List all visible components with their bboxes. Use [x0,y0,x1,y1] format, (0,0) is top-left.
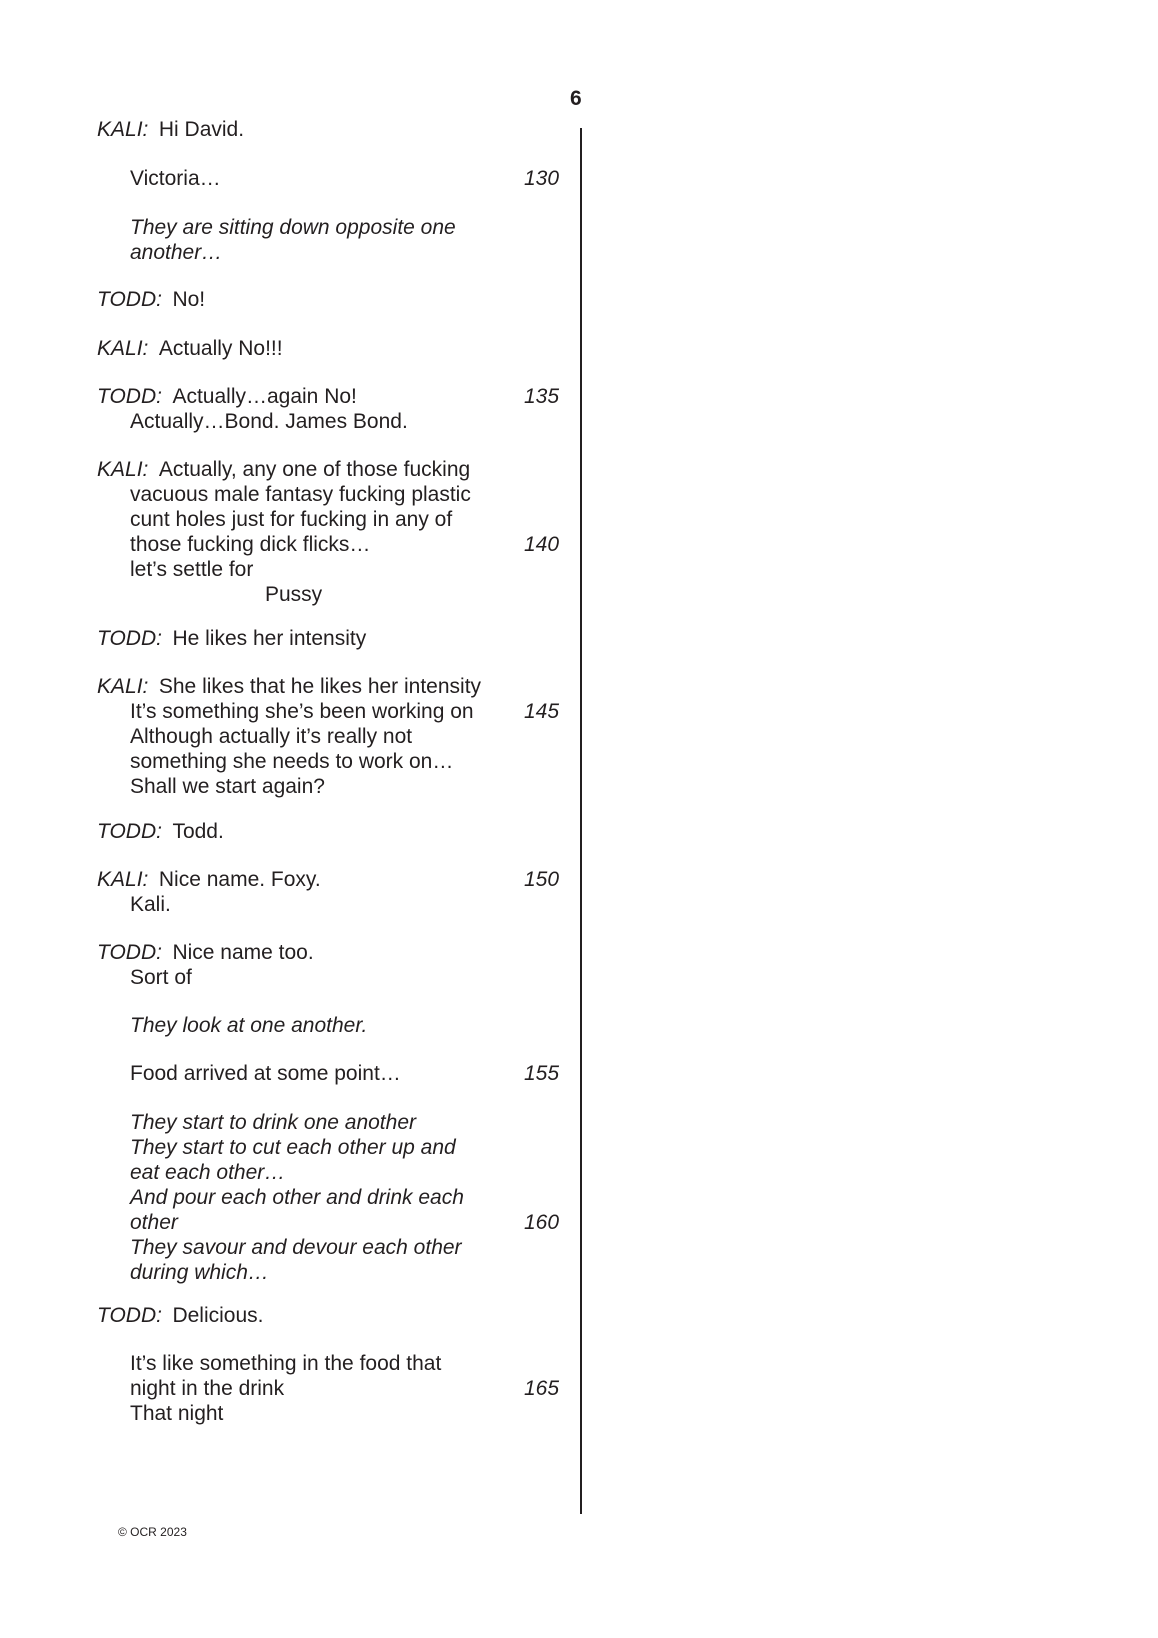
line-text: No! [172,288,206,311]
line-text: Although actually it’s really not [130,725,413,748]
stage-direction-line [97,1185,587,1210]
dialogue-line [97,724,587,749]
dialogue-line [97,774,587,799]
stage-direction-line [97,1235,587,1260]
dialogue-line [97,582,587,607]
line-text: They look at one another. [130,1014,368,1037]
line-text: Pussy [265,583,323,606]
dialogue-line [97,507,587,532]
line-number: 160 [524,1211,560,1234]
speaker-name: TODD: [97,820,162,843]
script-block [97,1061,587,1086]
stage-direction-line [97,1210,587,1235]
copyright-notice: © OCR 2023 [118,1525,187,1539]
dialogue-line [97,336,587,361]
line-text: cunt holes just for fucking in any of [130,508,453,531]
script-block [97,1110,587,1285]
speaker-name: TODD: [97,288,162,311]
script-block [97,384,587,434]
speaker-name: KALI: [97,675,149,698]
script-block [97,626,587,651]
line-text: It’s like something in the food that [130,1352,442,1375]
speaker-name: TODD: [97,385,162,408]
dialogue-line [97,674,587,699]
speaker-name: KALI: [97,118,149,141]
dialogue-line [97,1303,587,1328]
line-text: eat each other… [130,1161,286,1184]
speaker-name: KALI: [97,868,149,891]
speaker-name: TODD: [97,1304,162,1327]
line-text: Sort of [130,966,192,989]
dialogue-line [97,532,587,557]
dialogue-line [97,892,587,917]
script-block [97,1303,587,1328]
stage-direction-line [97,1160,587,1185]
line-text: Kali. [130,893,171,916]
dialogue-line [97,965,587,990]
line-number: 140 [524,533,560,556]
line-text: And pour each other and drink each [130,1186,464,1209]
script-block [97,457,587,607]
line-text: She likes that he likes her intensity [158,675,482,698]
dialogue-line [97,409,587,434]
dialogue-line [97,482,587,507]
dialogue-line [97,166,587,191]
speaker-name: TODD: [97,941,162,964]
stage-direction-line [97,1135,587,1160]
line-number: 145 [524,700,560,723]
line-text: Food arrived at some point… [130,1062,401,1085]
line-text: Actually…Bond. James Bond. [130,410,408,433]
line-text: night in the drink [130,1377,285,1400]
line-text: those fucking dick flicks… [130,533,371,556]
dialogue-line [97,626,587,651]
line-text: Actually No!!! [158,337,283,360]
line-text: Shall we start again? [130,775,325,798]
line-text: Todd. [172,820,224,843]
line-number: 150 [524,868,560,891]
speaker-name: KALI: [97,458,149,481]
line-text: other [130,1211,178,1234]
script-block [97,1013,587,1038]
page-number: 6 [570,87,582,110]
line-text: Nice name too. [172,941,314,964]
dialogue-line [97,1376,587,1401]
line-text: something she needs to work on… [130,750,454,773]
script-block [97,940,587,990]
dialogue-line [97,940,587,965]
line-text: Nice name. Foxy. [158,868,321,891]
dialogue-line [97,1351,587,1376]
script-block [97,674,587,799]
dialogue-line [97,117,587,142]
dialogue-line [97,819,587,844]
speaker-name: KALI: [97,337,149,360]
dialogue-line [97,1061,587,1086]
line-text: Victoria… [130,167,221,190]
stage-direction-line [97,1260,587,1285]
dialogue-line [97,287,587,312]
line-text: They start to drink one another [130,1111,416,1134]
line-text: That night [130,1402,224,1425]
line-text: They savour and devour each other [130,1236,462,1259]
line-text: It’s something she’s been working on [130,700,474,723]
line-number: 165 [524,1377,560,1400]
dialogue-line [97,384,587,409]
script-block [97,336,587,361]
line-text: vacuous male fantasy fucking plastic [130,483,471,506]
line-text: Delicious. [172,1304,264,1327]
script-block [97,117,587,142]
line-text: let’s settle for [130,558,254,581]
line-text: He likes her intensity [172,627,367,650]
script-block [97,166,587,191]
line-text: Actually, any one of those fucking [158,458,471,481]
line-text: during which… [130,1261,269,1284]
dialogue-line [97,699,587,724]
script-block [97,215,587,265]
line-text: Actually…again No! [172,385,357,408]
line-number: 135 [524,385,560,408]
line-number: 130 [524,167,560,190]
line-text: They start to cut each other up and [130,1136,456,1159]
stage-direction-line [97,240,587,265]
stage-direction-line [97,215,587,240]
script-block [97,867,587,917]
line-text: another… [130,241,223,264]
script-block [97,1351,587,1426]
stage-direction-line [97,1013,587,1038]
script-block [97,287,587,312]
speaker-name: TODD: [97,627,162,650]
line-text: They are sitting down opposite one [130,216,456,239]
stage-direction-line [97,1110,587,1135]
line-text: Hi David. [158,118,245,141]
dialogue-line [97,457,587,482]
script-block [97,819,587,844]
dialogue-line [97,749,587,774]
line-number: 155 [524,1062,560,1085]
dialogue-line [97,1401,587,1426]
dialogue-line [97,557,587,582]
dialogue-line [97,867,587,892]
